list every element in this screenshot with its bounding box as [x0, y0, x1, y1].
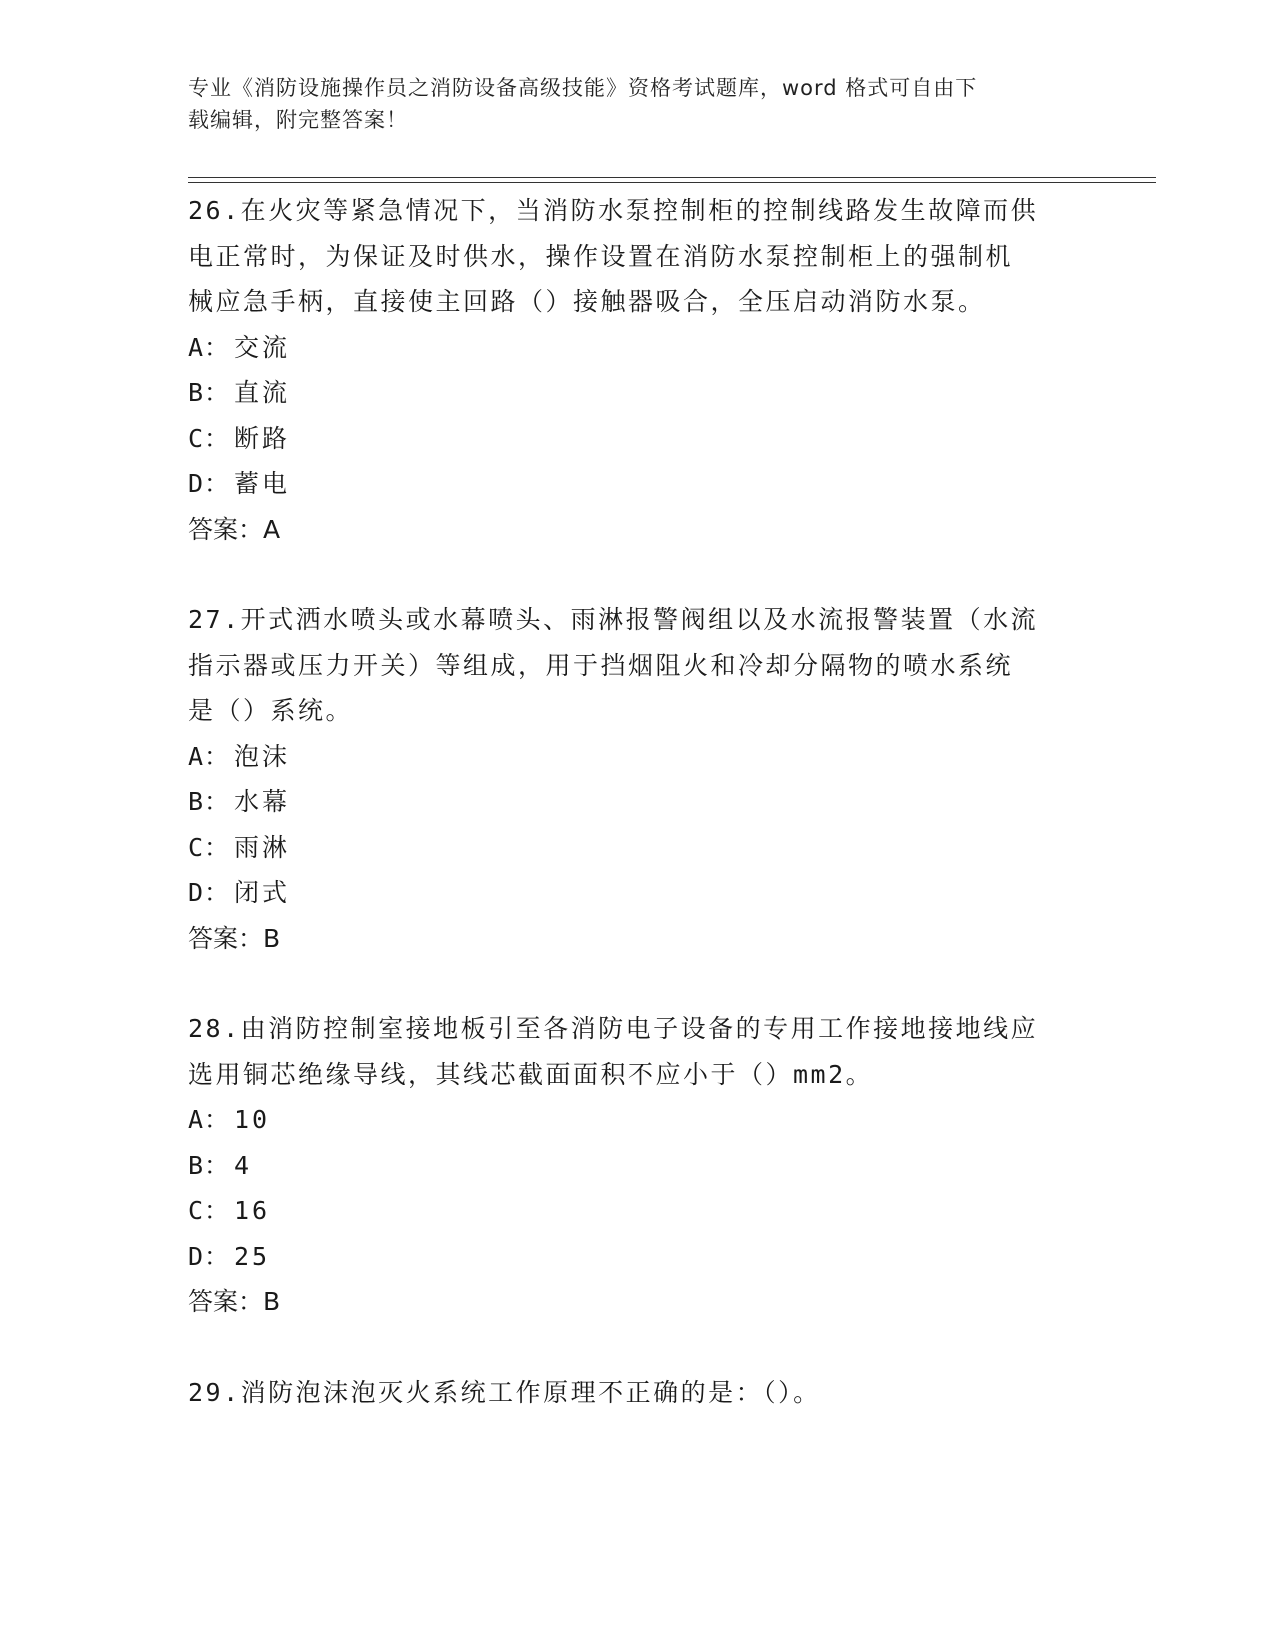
option-letter: C： — [188, 1196, 231, 1225]
question-text-line: 26.在火灾等紧急情况下，当消防水泵控制柜的控制线路发生故障而供 — [188, 196, 1039, 225]
option-text: 断路 — [234, 423, 291, 453]
option-text: 蓄电 — [234, 469, 291, 498]
question-text-line: 指示器或压力开关）等组成，用于挡烟阻火和冷却分隔物的喷水系统 — [188, 650, 1014, 680]
option-letter: B： — [188, 1150, 231, 1180]
header-divider-top — [188, 177, 1156, 178]
option-letter: D： — [188, 469, 231, 498]
option-d — [188, 870, 1088, 916]
question-text-line: 选用铜芯绝缘导线，其线芯截面面积不应小于（）mm2。 — [188, 1059, 874, 1089]
question-text-line: 电正常时，为保证及时供水，操作设置在消防水泵控制柜上的强制机 — [188, 241, 1014, 271]
option-text: 16 — [234, 1196, 271, 1225]
question-list — [188, 188, 1088, 1460]
answer-line: 答案：A — [188, 514, 281, 544]
option-a — [188, 325, 1088, 371]
option-c — [188, 1188, 1088, 1234]
question-text-line: 28.由消防控制室接地板引至各消防电子设备的专用工作接地接地线应 — [188, 1014, 1039, 1043]
question-text-line: 械应急手柄，直接使主回路（）接触器吸合，全压启动消防水泵。 — [188, 287, 986, 316]
option-a — [188, 1097, 1088, 1143]
option-d — [188, 461, 1088, 507]
option-letter: B： — [188, 378, 231, 407]
option-letter: A： — [188, 1105, 231, 1134]
question-text-line: 27.开式洒水喷头或水幕喷头、雨淋报警阀组以及水流报警装置（水流 — [188, 605, 1039, 634]
option-text: 交流 — [234, 332, 291, 362]
option-text: 10 — [234, 1105, 271, 1134]
option-c — [188, 416, 1088, 462]
option-text: 25 — [234, 1241, 271, 1271]
option-text: 雨淋 — [234, 832, 291, 862]
option-d — [188, 1234, 1088, 1280]
answer-line: 答案：B — [188, 1287, 281, 1316]
question-28 — [188, 1006, 1088, 1325]
option-text: 闭式 — [234, 878, 291, 907]
option-b — [188, 1143, 1088, 1189]
option-letter: D： — [188, 878, 231, 907]
option-text: 水幕 — [234, 787, 291, 816]
header-divider-bottom — [188, 182, 1156, 183]
option-letter: C： — [188, 423, 231, 453]
option-letter: A： — [188, 741, 231, 771]
question-27 — [188, 597, 1088, 961]
answer-line: 答案：B — [188, 923, 281, 953]
question-29 — [188, 1370, 1088, 1416]
header-line-1: 专业《消防设施操作员之消防设备高级技能》资格考试题库，word 格式可自由下 — [188, 76, 978, 100]
document-header — [188, 72, 1068, 136]
question-text-line: 是（）系统。 — [188, 696, 354, 725]
option-text: 泡沫 — [234, 741, 291, 771]
option-text: 4 — [234, 1150, 253, 1180]
option-b — [188, 779, 1088, 825]
option-b — [188, 370, 1088, 416]
option-text: 直流 — [234, 378, 291, 407]
option-letter: B： — [188, 787, 231, 816]
question-26 — [188, 188, 1088, 552]
option-letter: C： — [188, 832, 231, 862]
option-letter: D： — [188, 1241, 231, 1271]
option-c — [188, 825, 1088, 871]
option-letter: A： — [188, 332, 231, 362]
header-line-2: 载编辑，附完整答案！ — [188, 108, 408, 132]
option-a — [188, 734, 1088, 780]
question-text-line: 29.消防泡沫泡灭火系统工作原理不正确的是：（）。 — [188, 1377, 821, 1407]
